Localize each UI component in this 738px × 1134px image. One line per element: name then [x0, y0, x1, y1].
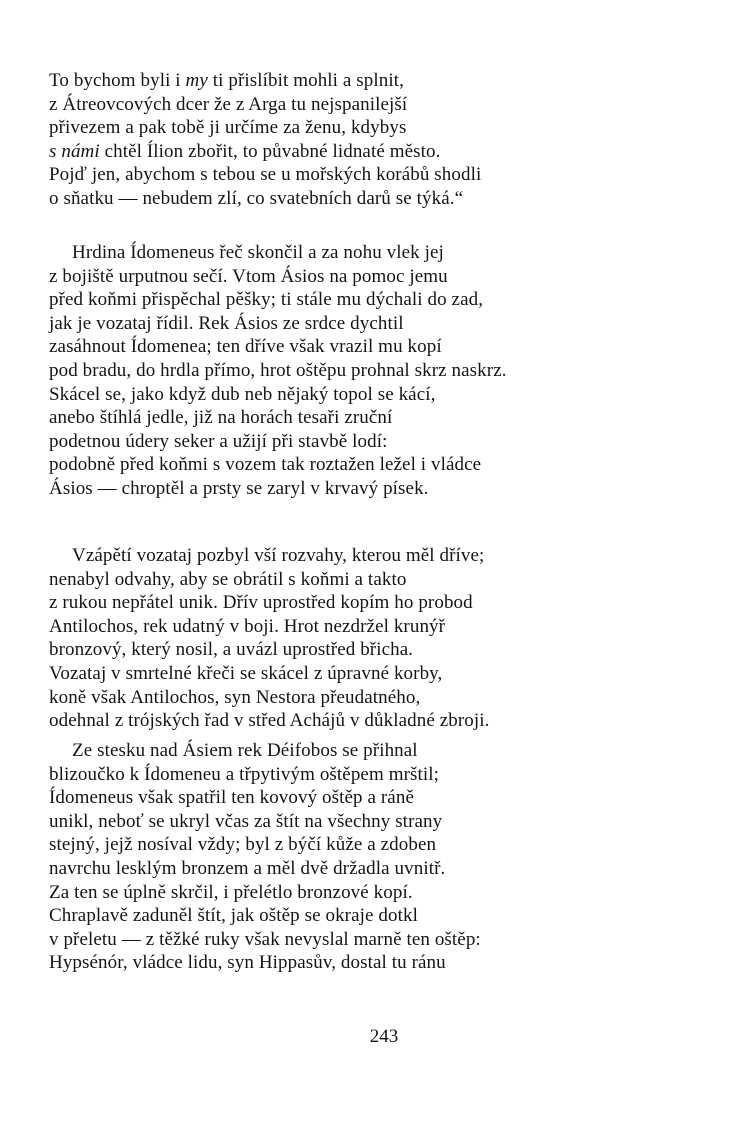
stanza-1	[49, 69, 729, 211]
verse-line	[49, 568, 729, 592]
verse-line	[49, 686, 729, 710]
stanza-4	[49, 739, 729, 975]
line-text: Pojď jen, abychom s tebou se u mořských korábů shodli	[49, 164, 482, 186]
verse-line	[49, 116, 729, 140]
verse-line	[49, 383, 729, 407]
line-text: Ásios — chroptěl a prsty se zaryl v krvavý písek.	[49, 477, 429, 499]
line-text: před koňmi přispěchal pěšky; ti stále mu dýchali do zad,	[49, 289, 484, 311]
line-text: nenabyl odvahy, aby se obrátil s koňmi a takto	[49, 568, 407, 590]
verse-line	[49, 739, 729, 763]
verse-line	[49, 288, 729, 312]
verse-line	[49, 857, 729, 881]
line-text: podetnou údery seker a užijí při stavbě lodí:	[49, 430, 388, 452]
line-text: pod bradu, do hrdla přímo, hrot oštěpu prohnal skrz naskrz.	[49, 359, 507, 381]
line-text: Skácel se, jako když dub neb nějaký topol se kácí,	[49, 383, 436, 405]
verse-line	[49, 833, 729, 857]
line-text: zasáhnout Ídomenea; ten dříve však vrazil mu kopí	[49, 336, 442, 358]
verse-line	[49, 904, 729, 928]
line-text: jak je vozataj řídil. Rek Ásios ze srdce dychtil	[49, 312, 404, 334]
line-text: ti přislíbit mohli a splnit,	[207, 70, 404, 91]
verse-line	[49, 881, 729, 905]
line-text: chtěl Ílion zbořit, to půvabné lidnaté město.	[99, 140, 441, 162]
verse-line	[49, 312, 729, 336]
verse-line	[49, 265, 729, 289]
line-text: To bychom byli i	[49, 70, 186, 91]
verse-line	[49, 709, 729, 733]
italic-emphasis: my	[185, 70, 208, 91]
verse-line	[49, 241, 729, 265]
line-text: z Átreovcových dcer že z Arga tu nejspanilejší	[49, 93, 408, 115]
line-text: stejný, jejž nosíval vždy; byl z býčí kůže a zdoben	[49, 834, 437, 856]
verse-line	[49, 615, 729, 639]
line-text: Hrdina Ídomeneus řeč skončil a za nohu vlek jej	[72, 242, 444, 263]
verse-line	[49, 335, 729, 359]
stanza-3	[49, 544, 729, 733]
line-text: unikl, neboť se ukryl včas za štít na všechny strany	[49, 810, 443, 832]
line-text: Vzápětí vozataj pozbyl vší rozvahy, kterou měl dříve;	[72, 545, 485, 566]
page-number: 243	[369, 1026, 399, 1047]
verse-line	[49, 763, 729, 787]
verse-line	[49, 430, 729, 454]
line-text: o sňatku — nebudem zlí, co svatebních darů se týká.“	[49, 187, 464, 209]
line-text: bronzový, který nosil, a uvázl uprostřed břicha.	[49, 639, 414, 661]
line-text: podobně před koňmi s vozem tak roztažen ležel i vládce	[49, 454, 482, 476]
verse-line	[49, 928, 729, 952]
verse-line	[49, 951, 729, 975]
line-text: Ze stesku nad Ásiem rek Déifobos se přihnal	[72, 740, 418, 761]
line-text: anebo štíhlá jedle, již na horách tesaři zruční	[49, 407, 393, 429]
verse-line	[49, 477, 729, 501]
line-text: koně však Antilochos, syn Nestora přeudatného,	[49, 686, 421, 708]
stanza-2	[49, 241, 729, 501]
verse-line	[49, 93, 729, 117]
verse-line	[49, 69, 729, 93]
verse-line	[49, 662, 729, 686]
line-text: navrchu lesklým bronzem a měl dvě držadla uvnitř.	[49, 857, 446, 879]
italic-emphasis: s námi	[49, 140, 100, 162]
line-text: přivezem a pak tobě ji určíme za ženu, kdybys	[49, 117, 407, 139]
verse-line	[49, 453, 729, 477]
line-text: Antilochos, rek udatný v boji. Hrot nezdržel krunýř	[49, 615, 446, 637]
verse-line	[49, 163, 729, 187]
line-text: Vozataj v smrtelné křeči se skácel z úpravné korby,	[49, 662, 443, 684]
line-text: z rukou nepřátel unik. Dřív uprostřed kopím ho probod	[49, 592, 473, 614]
verse-line	[49, 406, 729, 430]
line-text: Hypsénór, vládce lidu, syn Hippasův, dostal tu ránu	[49, 952, 446, 974]
verse-line	[49, 544, 729, 568]
line-text: Za ten se úplně skrčil, i přelétlo bronzové kopí.	[49, 881, 413, 903]
line-text: v přeletu — z těžké ruky však nevyslal marně ten oštěp:	[49, 928, 481, 950]
verse-line	[49, 591, 729, 615]
line-text: blizoučko k Ídomeneu a třpytivým oštěpem mrštil;	[49, 763, 440, 785]
verse-line	[49, 187, 729, 211]
line-text: z bojiště urputnou sečí. Vtom Ásios na pomoc jemu	[49, 265, 448, 287]
line-text: Chraplavě zaduněl štít, jak oštěp se okraje dotkl	[49, 905, 418, 927]
line-text: Ídomeneus však spatřil ten kovový oštěp a ráně	[49, 787, 414, 809]
verse-line	[49, 359, 729, 383]
verse-line	[49, 786, 729, 810]
verse-line	[49, 638, 729, 662]
verse-line	[49, 140, 729, 164]
verse-line	[49, 810, 729, 834]
line-text: odehnal z trójských řad v střed Achájů v důkladné zbroji.	[49, 710, 490, 732]
